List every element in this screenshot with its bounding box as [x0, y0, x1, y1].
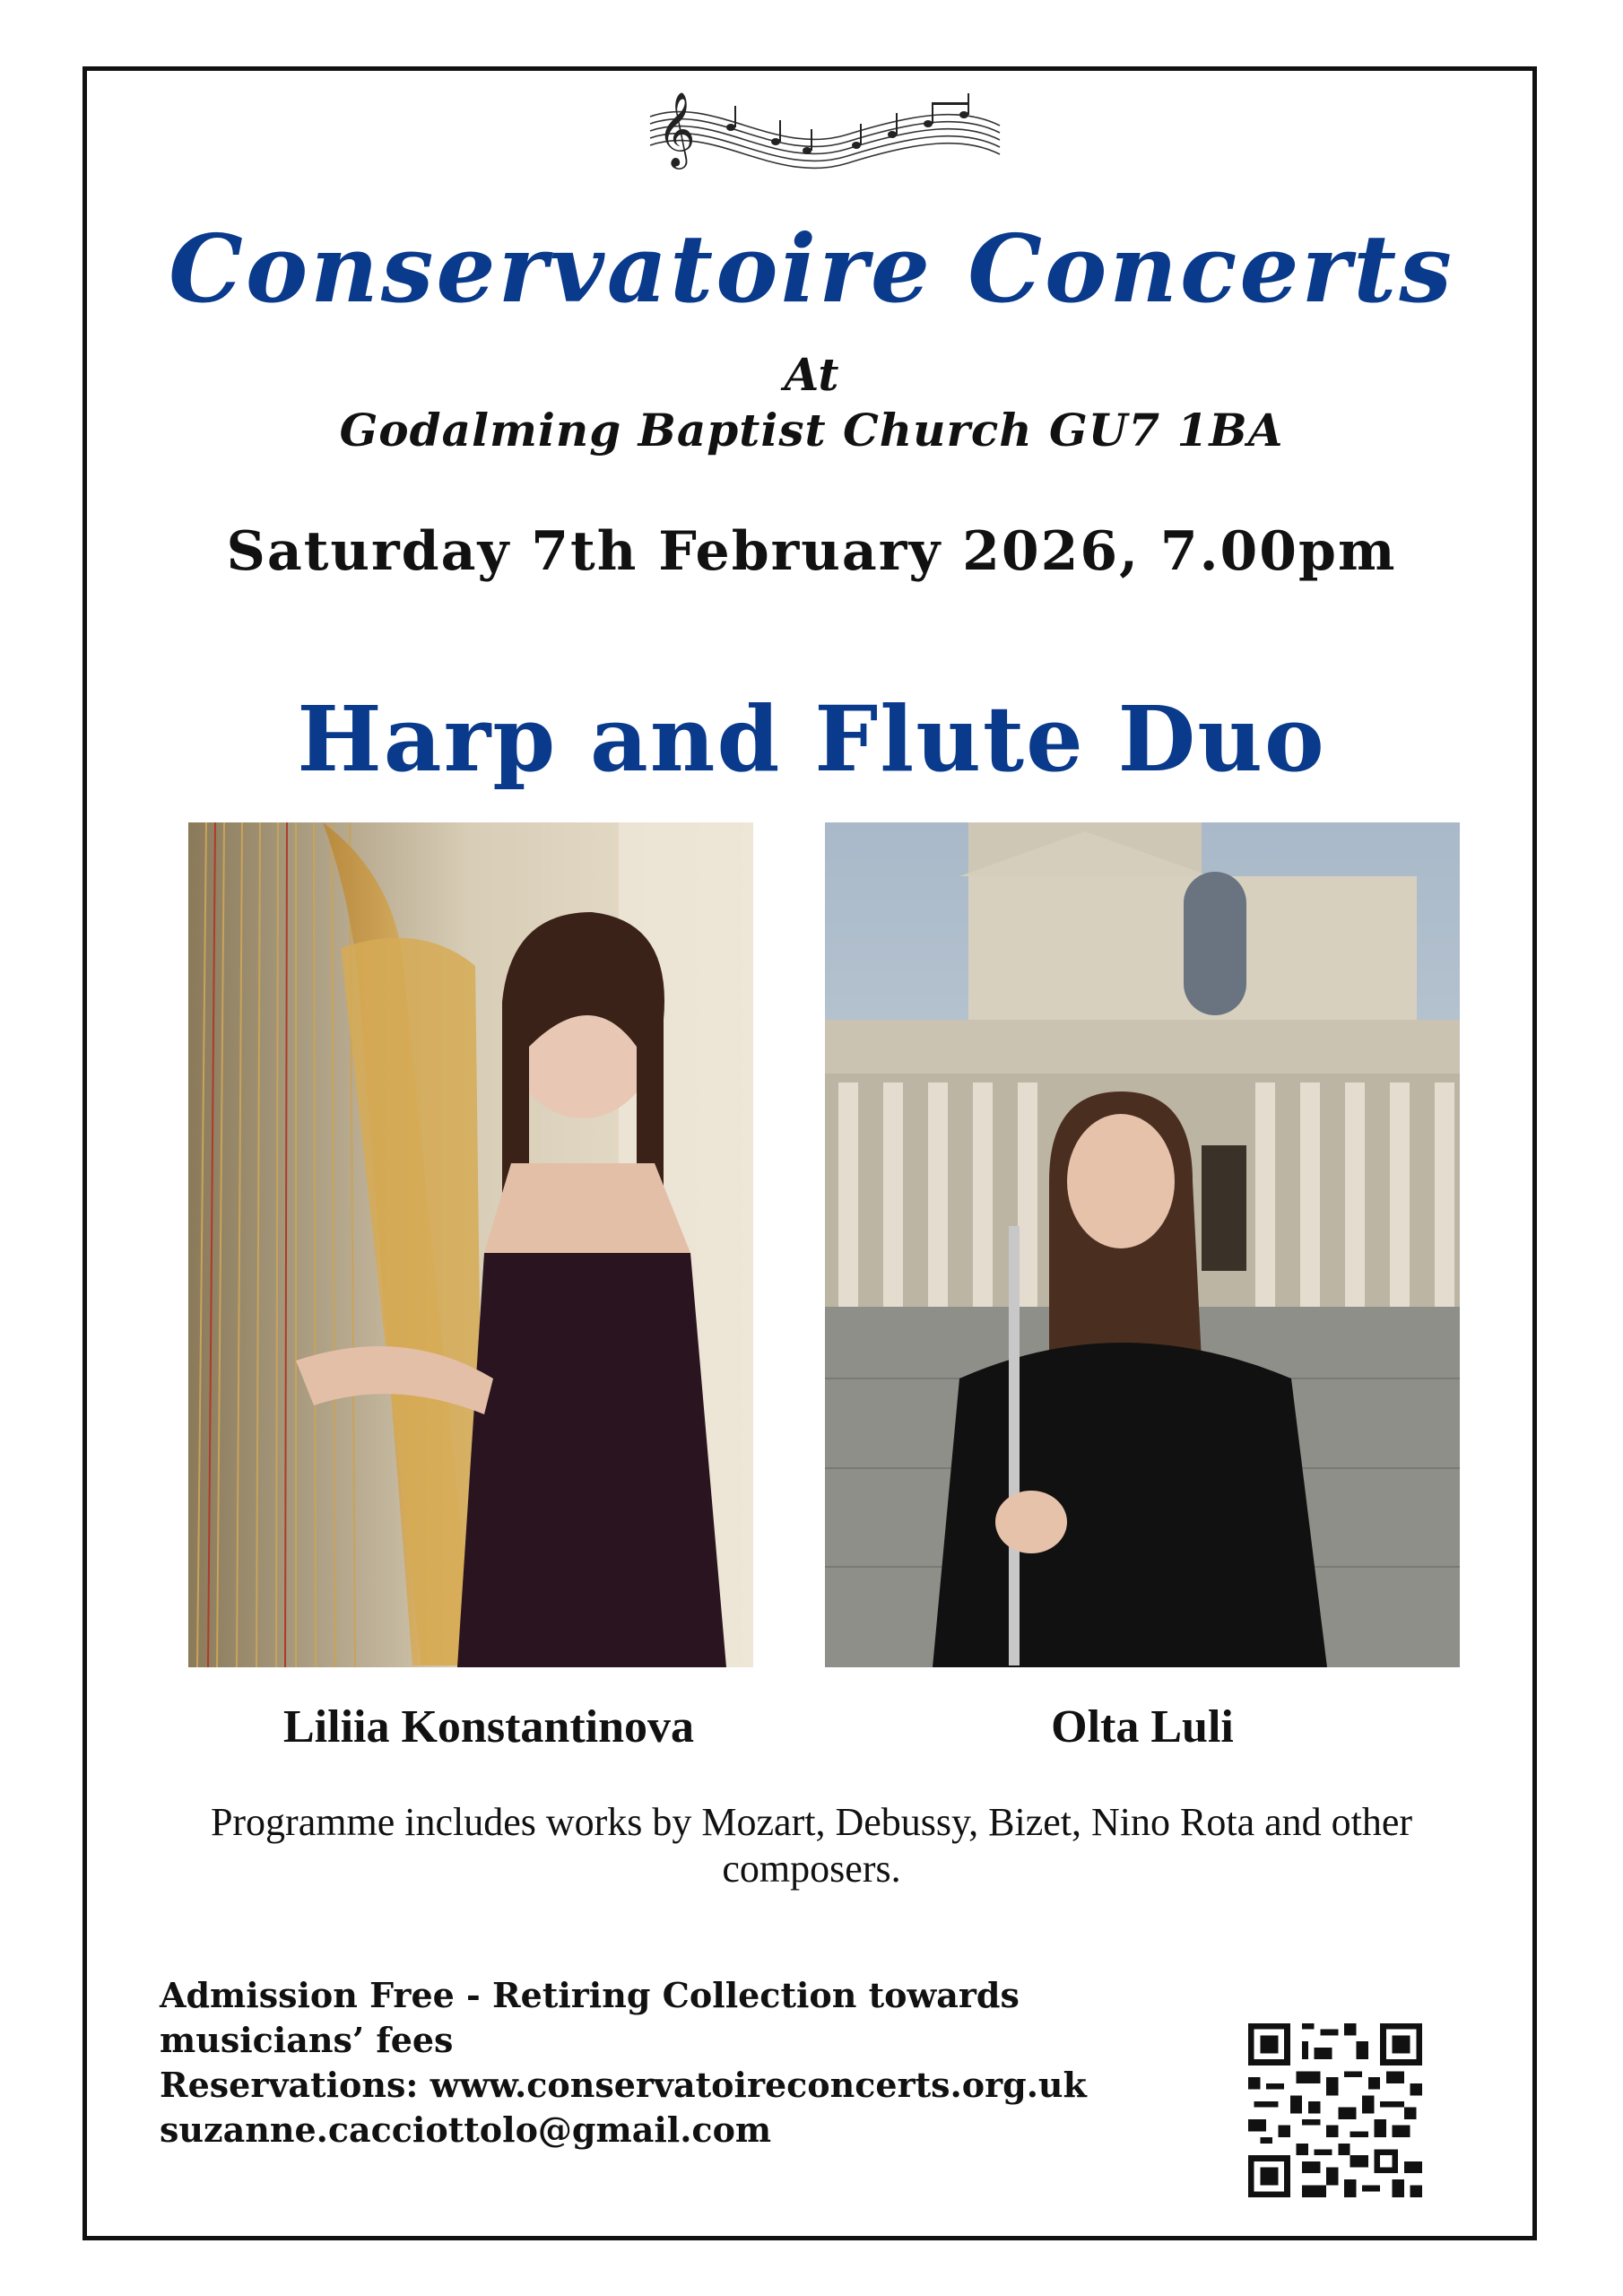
- flautist-photo: [825, 822, 1460, 1667]
- concert-subtitle: Harp and Flute Duo: [297, 686, 1326, 792]
- svg-text:𝄞: 𝄞: [657, 91, 696, 166]
- event-date: Saturday 7th February 2026, 7.00pm: [226, 520, 1397, 583]
- contact-email[interactable]: suzanne.cacciottolo@gmail.com: [160, 2109, 772, 2150]
- venue-name: Godalming Baptist Church GU7 1BA: [339, 404, 1284, 457]
- programme-description: Programme includes works by Mozart, Debussy, Bizet, Nino Rota and other composers.: [210, 1800, 1413, 1891]
- admission-info-cont: musicians’ fees: [160, 2020, 454, 2060]
- performer-name-harp: Liliia Konstantinova: [283, 1701, 694, 1752]
- harpist-photo: [188, 822, 753, 1667]
- page-title: Conservatoire Concerts: [169, 213, 1454, 324]
- reservations-link[interactable]: Reservations: www.conservatoireconcerts.org.uk: [160, 2065, 1087, 2105]
- venue-prefix: At: [784, 348, 839, 401]
- performer-name-flute: Olta Luli: [1051, 1701, 1234, 1752]
- music-staff-logo: [641, 72, 1009, 179]
- qr-code-icon[interactable]: [1248, 2023, 1422, 2197]
- admission-info: Admission Free - Retiring Collection towards: [160, 1975, 1020, 2015]
